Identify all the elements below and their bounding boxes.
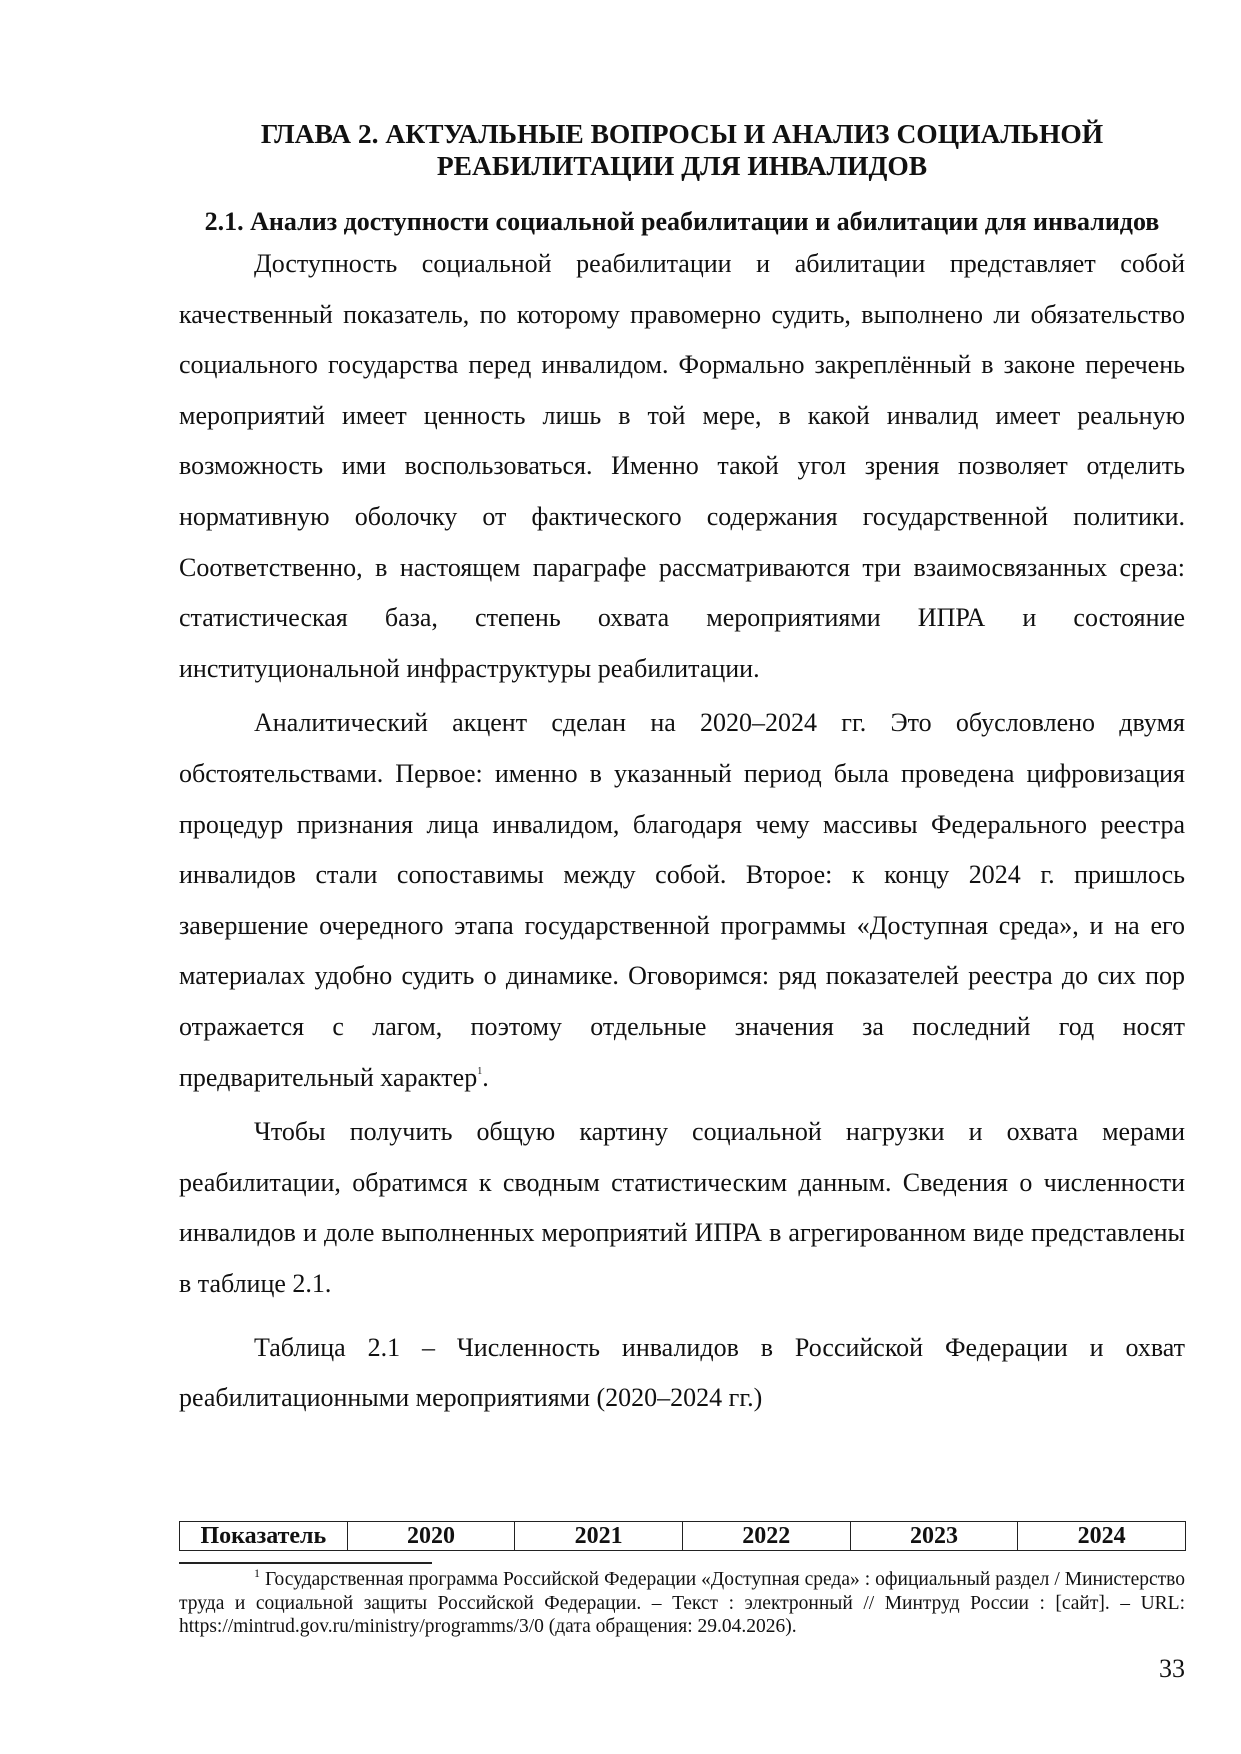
footnote-separator (179, 1562, 432, 1564)
page-content (179, 118, 1185, 1423)
table-header-cell: 2021 (515, 1522, 683, 1551)
page-number: 33 (1159, 1654, 1185, 1683)
table-header-cell: 2022 (682, 1522, 850, 1551)
footnote-text: Государственная программа Российской Федерации «Доступная среда» : официальный раздел / Министерство труда и социальной защиты Российской Федерации. – Текст : электронный // Минтруд России : [сайт]. – URL: https://mintrud.gov.ru/ministry/programms/3/0 (дата обращения: 29.04.2026). (179, 1569, 1185, 1637)
table-header-cell: 2024 (1018, 1522, 1186, 1551)
footnote (179, 1568, 1185, 1639)
data-table (179, 1521, 1186, 1551)
table-header-cell: 2023 (850, 1522, 1018, 1551)
table-header-cell: Показатель (180, 1522, 348, 1551)
body-paragraph-2-text: Аналитический акцент сделан на 2020–2024 гг. Это обусловлено двумя обстоятельствами. Первое: именно в указанный период была проведена цифровизация процедур признания лица инвалидом, благодаря чему массивы Федерального реестра инвалидов стали сопоставимы между собой. Второе: к концу 2024 г. пришлось завершение очередного этапа государственной программы «Доступная среда», и на его материалах удобно судить о динамике. Оговоримся: ряд показателей реестра до сих пор отражается с лагом, поэтому отдельные значения за последний год носят предварительный характер (179, 708, 1185, 1092)
footnote-number: 1 (254, 1566, 260, 1580)
chapter-title: ГЛАВА 2. АКТУАЛЬНЫЕ ВОПРОСЫ И АНАЛИЗ СОЦИАЛЬНОЙ РЕАБИЛИТАЦИИ ДЛЯ ИНВАЛИДОВ (260, 118, 1104, 181)
table-header-row (180, 1522, 1186, 1551)
body-paragraph-2 (179, 698, 1185, 1103)
footnote-reference[interactable]: 1 (477, 1065, 483, 1077)
body-paragraph-3: Чтобы получить общую картину социальной нагрузки и охвата мерами реабилитации, обратимся к сводным статистическим данным. Сведения о численности инвалидов и доле выполненных мероприятий ИПРА в агрегированном виде представлены в таблице 2.1. (179, 1117, 1185, 1298)
table-caption: Таблица 2.1 – Численность инвалидов в Российской Федерации и охват реабилитационными мероприятиями (2020–2024 гг.) (179, 1333, 1185, 1413)
body-paragraph-2-tail: . (482, 1062, 489, 1092)
section-title: 2.1. Анализ доступности социальной реабилитации и абилитации для инвалидов (204, 207, 1160, 236)
table-header-cell: 2020 (347, 1522, 515, 1551)
body-paragraph-1: Доступность социальной реабилитации и абилитации представляет собой качественный показатель, по которому правомерно судить, выполнено ли обязательство социального государства перед инвалидом. Формально закреплённый в законе перечень мероприятий имеет ценность лишь в той мере, в какой инвалид имеет реальную возможность ими воспользоваться. Именно такой угол зрения позволяет отделить нормативную оболочку от фактического содержания государственной политики. Соответственно, в настоящем параграфе рассматриваются три взаимосвязанных среза: статистическая база, степень охвата мероприятиями ИПРА и состояние институциональной инфраструктуры реабилитации. (179, 249, 1185, 683)
